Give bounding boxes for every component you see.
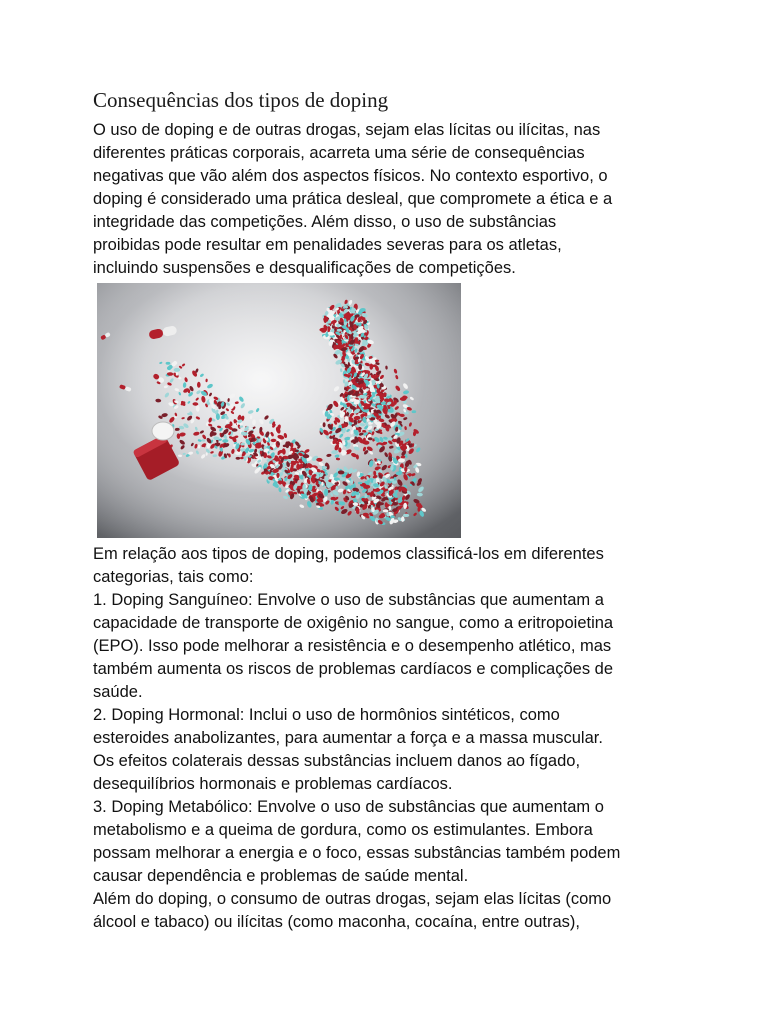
pill-dot [304,459,307,464]
pill-dot [372,392,375,397]
pill-dot [403,514,409,518]
text-line: possam melhorar a energia e o foco, essas substâncias também podem [93,844,621,862]
pill-dot [404,467,407,472]
pill-dot [337,329,342,332]
text-line: esteroides anabolizantes, para aumentar a força e a massa muscular. [93,729,603,747]
pill-dot [398,458,405,462]
text-line: negativas que vão além dos aspectos físicos. No contexto esportivo, o [93,167,608,185]
list-item-line: 1. Doping Sanguíneo: Envolve o uso de substâncias que aumentam a [93,591,604,609]
list-item-line: 3. Doping Metabólico: Envolve o uso de substâncias que aumentam o [93,798,604,816]
list-item-line: 2. Doping Hormonal: Inclui o uso de hormônios sintéticos, como [93,706,560,724]
pills-arm-image [97,283,461,538]
text-line: O uso de doping e de outras drogas, sejam elas lícitas ou ilícitas, nas [93,121,601,139]
pills-forming-arm-illustration [97,283,461,538]
text-line: saúde. [93,683,143,701]
text-line: diferentes práticas corporais, acarreta uma série de consequências [93,144,585,162]
text-line: álcool e tabaco) ou ilícitas (como maconha, cocaína, entre outras), [93,913,580,931]
text-line: Em relação aos tipos de doping, podemos classificá-los em diferentes [93,545,604,563]
pill-dot [371,417,376,420]
pill-dot [324,489,328,496]
text-line: Além do doping, o consumo de outras drogas, sejam elas lícitas (como [93,890,612,908]
text-line: integridade das competições. Além disso, o uso de substâncias [93,213,557,231]
text-line: desequilíbrios hormonais e problemas cardíacos. [93,775,453,793]
text-line: Os efeitos colaterais dessas substâncias incluem danos ao fígado, [93,752,581,770]
text-line: incluindo suspensões e desqualificações de competições. [93,259,516,277]
pill-dot [358,482,362,485]
text-line: também aumenta os riscos de problemas cardíacos e complicações de [93,660,613,678]
text-line: proibidas pode resultar em penalidades severas para os atletas, [93,236,562,254]
text-line: causar dependência e problemas de saúde mental. [93,867,469,885]
page-title: Consequências dos tipos de doping [93,88,389,112]
text-line: capacidade de transporte de oxigênio no sangue, como a eritropoietina [93,614,614,632]
body-text [93,543,683,934]
intro-paragraph [93,119,683,280]
text-line: doping é considerado uma prática desleal, que compromete a ética e a [93,190,613,208]
pill-dot [203,444,205,448]
text-line: metabolismo e a queima de gordura, como os estimulantes. Embora [93,821,593,839]
pill-dot [271,439,277,442]
pill-dot [236,457,241,460]
text-line: (EPO). Isso pode melhorar a resistência e o desempenho atlético, mas [93,637,612,655]
text-line: categorias, tais como: [93,568,254,586]
